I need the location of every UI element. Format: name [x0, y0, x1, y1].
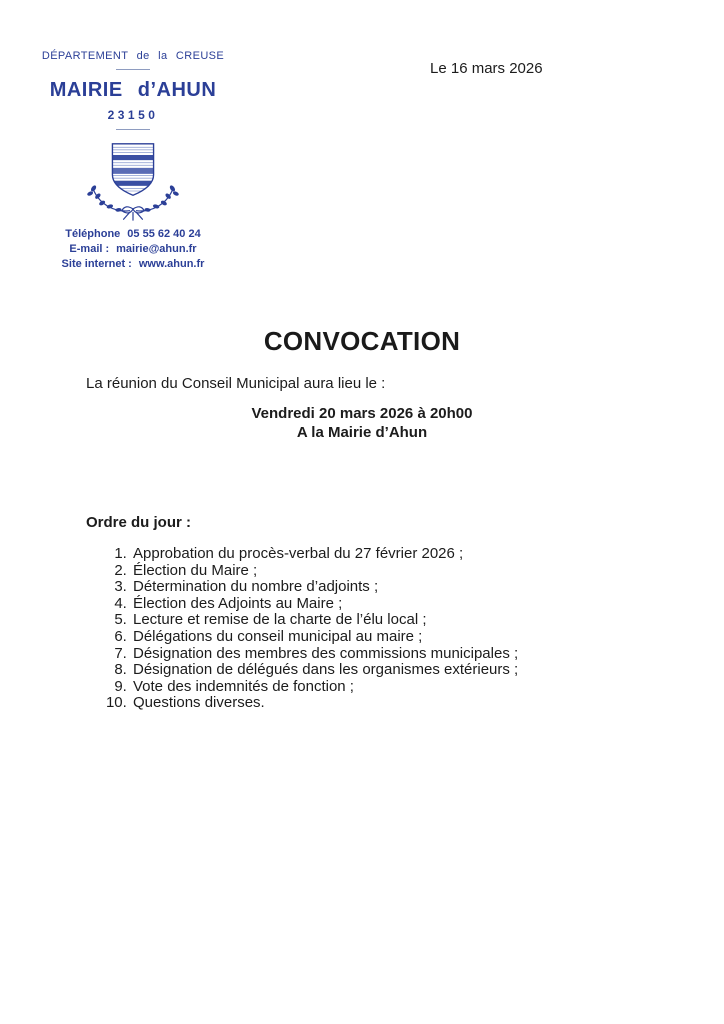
intro-line: La réunion du Conseil Municipal aura lieu le :: [86, 375, 386, 392]
agenda-item: 3. Détermination du nombre d’adjoints ;: [131, 579, 611, 596]
agenda-item: 8. Désignation de délégués dans les organismes extérieurs ;: [131, 662, 611, 679]
phone-line: [35, 227, 231, 242]
divider-line: [116, 69, 150, 70]
letter-date: Le 16 mars 2026: [430, 60, 543, 77]
letterhead: [35, 50, 231, 272]
website-label: Site internet :: [61, 258, 132, 270]
mairie-title: MAIRIE d’AHUN: [49, 79, 217, 101]
agenda-item: 6. Délégations du conseil municipal au maire ;: [131, 629, 611, 646]
meeting-details: [0, 404, 724, 442]
divider-line: [116, 129, 150, 130]
agenda-heading: Ordre du jour :: [86, 514, 191, 531]
meeting-place: A la Mairie d’Ahun: [296, 424, 428, 441]
agenda-item: 10. Questions diverses.: [131, 695, 611, 712]
phone-number: 05 55 62 40 24: [127, 228, 201, 240]
website-address: www.ahun.fr: [138, 258, 205, 270]
agenda-item: 5. Lecture et remise de la charte de l’élu local ;: [131, 612, 611, 629]
document-title: CONVOCATION: [263, 326, 461, 356]
department-name: DÉPARTEMENT de la CREUSE: [41, 50, 225, 62]
phone-label: Téléphone: [65, 228, 121, 240]
agenda-item: 4. Élection des Adjoints au Maire ;: [131, 596, 611, 613]
agenda-item: 7. Désignation des membres des commissions municipales ;: [131, 646, 611, 663]
agenda-item: 9. Vote des indemnités de fonction ;: [131, 679, 611, 696]
email-line: [35, 242, 231, 257]
meeting-datetime: Vendredi 20 mars 2026 à 20h00: [251, 405, 473, 422]
email-address: mairie@ahun.fr: [116, 243, 197, 255]
contact-block: [35, 227, 231, 272]
agenda-list: [86, 546, 611, 712]
email-label: E-mail :: [69, 243, 110, 255]
agenda-item: 1. Approbation du procès-verbal du 27 février 2026 ;: [131, 546, 611, 563]
postal-code: 23150: [107, 108, 159, 122]
agenda-item: 2. Élection du Maire ;: [131, 563, 611, 580]
website-line: [35, 257, 231, 272]
town-coat-of-arms-icon: [72, 137, 194, 221]
